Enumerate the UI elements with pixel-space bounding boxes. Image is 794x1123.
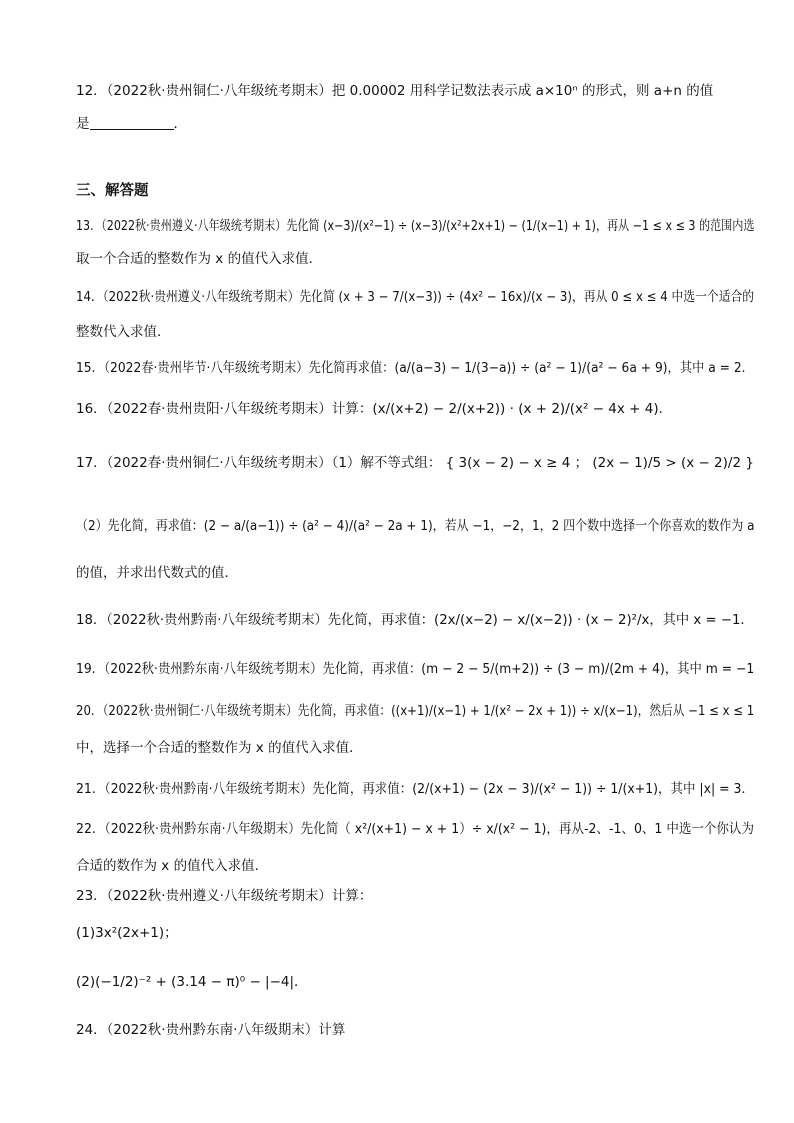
question-21: 21．（2022秋·贵州黔南·八年级统考期末）先化简，再求值：(2/(x+1) − (2x − 3)/(x² − 1)) ÷ 1/(x+1)，其中 |x| = 3． xyxy=(76,781,754,797)
section-title: 三、解答题 xyxy=(76,183,149,199)
question-23: 23．（2022秋·贵州遵义·八年级统考期末）计算： xyxy=(76,888,373,904)
question-14-line-2: 整数代入求值． xyxy=(76,324,171,340)
question-12-tail: ． xyxy=(173,116,187,132)
question-23-part-2: (2)(−1/2)⁻² + (3.14 − π)⁰ − |−4|． xyxy=(76,974,308,990)
question-18: 18．（2022秋·贵州黔南·八年级统考期末）先化简，再求值：(2x/(x−2) − x/(x−2)) · (x − 2)²/x，其中 x = −1． xyxy=(76,612,754,628)
question-17-line-3: 的值，并求出代数式的值． xyxy=(76,565,238,581)
question-20-line-1: 20．（2022秋·贵州铜仁·八年级统考期末）先化简，再求值：((x+1)/(x−1) + 1/(x² − 2x + 1)) ÷ x/(x−1)，然后从 −1 ≤ x ≤ 1 xyxy=(76,703,755,719)
question-17-line-2: （2）先化简，再求值：(2 − a/(a−1)) ÷ (a² − 4)/(a² − 2a + 1)，若从 −1，−2，1，2 四个数中选择一个你喜欢的数作为 a xyxy=(76,518,755,534)
question-16: 16．（2022春·贵州贵阳·八年级统考期末）计算：(x/(x+2) − 2/(x+2)) · (x + 2)/(x² − 4x + 4)． xyxy=(76,401,673,417)
question-13-line-1: 13．（2022秋·贵州遵义·八年级统考期末）先化简 (x−3)/(x²−1) ÷ (x−3)/(x²+2x+1) − (1/(x−1) + 1)，再从 −1 ≤ x ≤ 3 的范围内选 xyxy=(76,218,755,234)
question-19: 19．（2022秋·贵州黔东南·八年级统考期末）先化简，再求值：(m − 2 − 5/(m+2)) ÷ (3 − m)/(2m + 4)，其中 m = −1 xyxy=(76,661,755,677)
question-12-prefix: 是 xyxy=(76,116,90,132)
question-15: 15．（2022春·贵州毕节·八年级统考期末）先化简再求值：(a/(a−3) − 1/(3−a)) ÷ (a² − 1)/(a² − 6a + 9)，其中 a = 2． xyxy=(76,360,754,376)
question-24: 24．（2022秋·贵州黔东南·八年级期末）计算 xyxy=(76,1022,346,1038)
question-12-line-2 xyxy=(76,113,187,135)
question-20-line-2: 中，选择一个合适的整数作为 x 的值代入求值． xyxy=(76,740,363,756)
question-13-line-2: 取一个合适的整数作为 x 的值代入求值． xyxy=(76,251,323,267)
question-22-line-1: 22．（2022秋·贵州黔东南·八年级期末）先化简（ x²/(x+1) − x + 1）÷ x/(x² − 1)，再从-2、-1、0、1 中选一个你认为 xyxy=(76,821,754,837)
answer-blank xyxy=(90,115,174,130)
question-17-line-1: 17．（2022春·贵州铜仁·八年级统考期末）（1）解不等式组： { 3(x − 2) − x ≥ 4 ； (2x − 1)/5 > (x − 2)/2 } xyxy=(76,455,754,471)
question-23-part-1: (1)3x²(2x+1)； xyxy=(76,925,178,941)
question-12-line-1: 12．（2022秋·贵州铜仁·八年级统考期末）把 0.00002 用科学记数法表示成 a×10ⁿ 的形式，则 a+n 的值 xyxy=(76,83,714,99)
question-14-line-1: 14．（2022秋·贵州遵义·八年级统考期末）先化简 (x + 3 − 7/(x−3)) ÷ (4x² − 16x)/(x − 3)，再从 0 ≤ x ≤ 4 中选一个适合的 xyxy=(76,289,755,305)
question-22-line-2: 合适的数作为 x 的值代入求值． xyxy=(76,858,269,874)
